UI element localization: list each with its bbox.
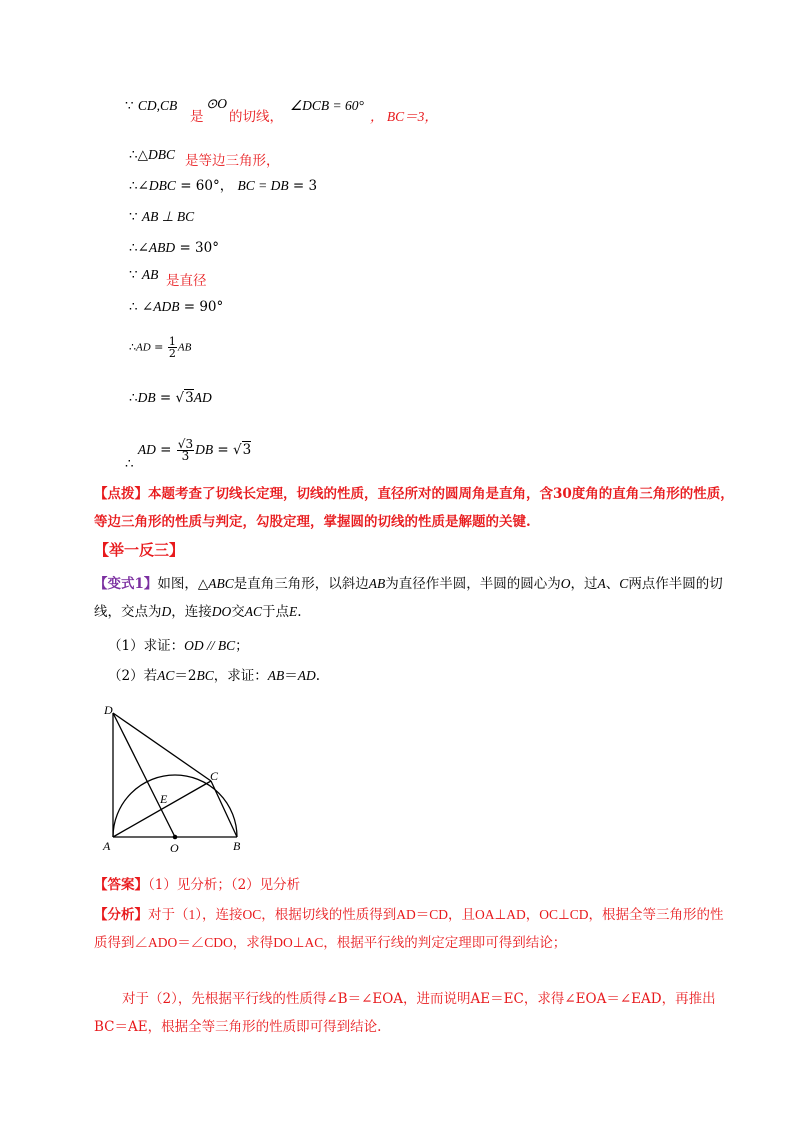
variant-text-j: . <box>297 604 302 620</box>
math-ab-perp-bc: AB ⊥ BC <box>141 209 195 224</box>
variant-paragraph <box>94 570 734 626</box>
question-2 <box>108 667 320 685</box>
sqrt-sign: √ <box>175 390 185 406</box>
q2-text: ，求证： <box>213 668 268 684</box>
section-title: 【举一反三】 <box>94 541 185 559</box>
proof-line-6 <box>129 266 158 284</box>
math-ad-2: AD <box>193 390 212 405</box>
variant-text-e: 、 <box>605 576 620 592</box>
fraction-sqrt3-3 <box>177 439 194 462</box>
variant-label: 【变式1】 <box>94 576 158 592</box>
math-ab-2: AB <box>177 341 192 354</box>
analysis-paragraph-1 <box>94 901 734 957</box>
because-symbol-2: ∵ <box>129 209 138 225</box>
math-parallel: // <box>203 638 218 653</box>
math-ab: AB <box>141 267 159 282</box>
proof-line-9 <box>129 389 212 407</box>
variant-text-c: 为直径作半圆，半圆的圆心为 <box>385 576 561 592</box>
variant-text-a: 如图，△ <box>157 576 209 592</box>
math-eq-4: = <box>213 442 233 458</box>
math-bc-4: BC <box>217 638 236 653</box>
q2-label: （2）若 <box>108 668 158 684</box>
comment-label: 【点拨】 <box>94 486 148 502</box>
math-30: = 30° <box>175 240 219 256</box>
analysis-paragraph-2 <box>94 985 734 1041</box>
variant-text-d: ，过 <box>570 576 598 592</box>
semicircle <box>113 775 237 837</box>
therefore-angle: ∴∠ <box>129 178 149 194</box>
math-a: A <box>597 576 606 591</box>
label-d: D <box>104 703 113 717</box>
q2-end: . <box>315 668 321 684</box>
proof-line-2-text: 是等边三角形， <box>185 153 280 169</box>
variant-text-f: 两点作半圆的切线，交点为 <box>94 576 723 620</box>
variant-text-g: ，连接 <box>171 604 212 620</box>
math-ad: AD <box>136 341 151 354</box>
math-d: D <box>161 604 172 619</box>
fraction-half <box>168 336 177 359</box>
math-c: C <box>619 576 629 591</box>
proof-line-1 <box>125 97 177 115</box>
proof-line-7 <box>129 298 223 316</box>
therefore-triangle: ∴△ <box>129 147 148 163</box>
frac-den-2: 3 <box>181 449 190 463</box>
analysis-text-1: 对于（1），连接OC，根据切线的性质得到AD＝CD，且OA⊥AD，OC⊥CD，根据全等三角形的性质得到∠ADO＝∠CDO，求得DO⊥AC，根据平行线的判定定理即可得到结论； <box>94 907 724 950</box>
label-a: A <box>103 839 111 853</box>
sqrt-3: 3 <box>185 390 194 406</box>
therefore-angle-3: ∴ ∠ <box>129 299 154 315</box>
math-angle-dcb: ∠DCB = 60° <box>290 98 364 113</box>
because-symbol: ∵ <box>125 98 134 114</box>
proof-line-5 <box>129 239 219 257</box>
math-bc-3: ， BC＝3， <box>370 109 438 124</box>
math-3: = 3 <box>288 178 318 194</box>
answer-line <box>94 876 300 894</box>
q2-eq-2: ＝ <box>284 668 298 684</box>
because-symbol-3: ∵ <box>129 267 138 283</box>
proof-line-1-tangent: 的切线， <box>229 109 283 125</box>
math-dbc: DBC <box>147 147 175 162</box>
proof-line-1-shi: 是 <box>190 109 204 125</box>
math-60: = 60°， <box>175 178 234 194</box>
proof-line-8 <box>129 336 191 359</box>
question-1 <box>108 637 249 655</box>
math-bc-5: BC <box>196 668 214 683</box>
label-b: B <box>233 839 241 853</box>
therefore-symbol-2: ∴ <box>129 390 138 406</box>
math-ac-2: AC <box>157 668 175 683</box>
math-do: DO <box>211 604 232 619</box>
proof-line-10 <box>125 437 252 472</box>
math-ad-4: AD <box>297 668 316 683</box>
math-eq: = <box>150 340 167 354</box>
comment-text: 本题考查了切线长定理，切线的性质，直径所对的圆周角是直角，含30度角的直角三角形的性质，等边三角形的性质与判定，勾股定理，掌握圆的切线的性质是解题的关键. <box>94 486 734 530</box>
math-e: E <box>289 604 298 619</box>
label-o: O <box>170 841 179 855</box>
math-db: DB <box>137 390 156 405</box>
analysis-label: 【分析】 <box>94 907 148 923</box>
math-abd: ABD <box>148 240 176 255</box>
segment-dc <box>113 713 211 781</box>
math-db-2: DB <box>195 442 214 457</box>
sqrt-sign-2: √ <box>232 442 242 458</box>
label-c: C <box>210 769 219 783</box>
math-eq-3: = <box>155 442 176 458</box>
math-bc-db: BC = DB <box>237 178 289 193</box>
segment-cb <box>211 781 237 837</box>
q1-end: ； <box>235 638 249 654</box>
math-cd-cb: CD,CB <box>137 98 178 113</box>
therefore-angle-2: ∴∠ <box>129 240 149 256</box>
answer-label: 【答案】 <box>94 877 148 893</box>
math-o: O <box>560 576 571 591</box>
proof-line-3 <box>129 177 317 195</box>
proof-line-6-text: 是直径 <box>166 273 207 289</box>
center-point-o <box>173 835 178 840</box>
sqrt-3-2: 3 <box>242 442 252 458</box>
math-ab-3: AB <box>368 576 386 591</box>
variant-text-b: 是直角三角形，以斜边 <box>233 576 369 592</box>
variant-text-h: 交 <box>231 604 245 620</box>
therefore-symbol: ∴ <box>129 340 136 354</box>
segment-ac <box>113 781 211 837</box>
proof-line-4 <box>129 208 194 226</box>
label-e: E <box>160 792 168 806</box>
comment-paragraph <box>94 480 734 536</box>
math-ab-4: AB <box>267 668 285 683</box>
analysis-text-2: 对于（2），先根据平行线的性质得∠B＝∠EOA，进而说明AE＝EC，求得∠EOA＝∠EAD，再推出BC＝AE，根据全等三角形的性质即可得到结论. <box>94 991 716 1035</box>
frac-num-2: √3 <box>177 437 194 451</box>
math-90: = 90° <box>179 299 224 315</box>
math-eq-2: = <box>155 390 176 406</box>
math-odot-o: ⊙O <box>206 96 228 111</box>
math-adb: ADB <box>153 299 180 314</box>
proof-line-2 <box>129 146 175 164</box>
frac-den: 2 <box>168 347 176 360</box>
answer-text: （1）见分析；（2）见分析 <box>148 877 301 893</box>
math-dbc-2: DBC <box>148 178 176 193</box>
therefore-symbol-3: ∴ <box>125 456 134 472</box>
math-ac: AC <box>244 604 263 619</box>
math-abc: ABC <box>208 576 234 591</box>
math-ad-3: AD <box>137 442 156 457</box>
math-od: OD <box>184 638 204 653</box>
geometry-figure <box>100 700 260 860</box>
q2-eq: ＝2 <box>174 668 197 684</box>
frac-num: 1 <box>168 335 176 348</box>
q1-label: （1）求证： <box>108 638 185 654</box>
variant-text-i: 于点 <box>262 604 290 620</box>
